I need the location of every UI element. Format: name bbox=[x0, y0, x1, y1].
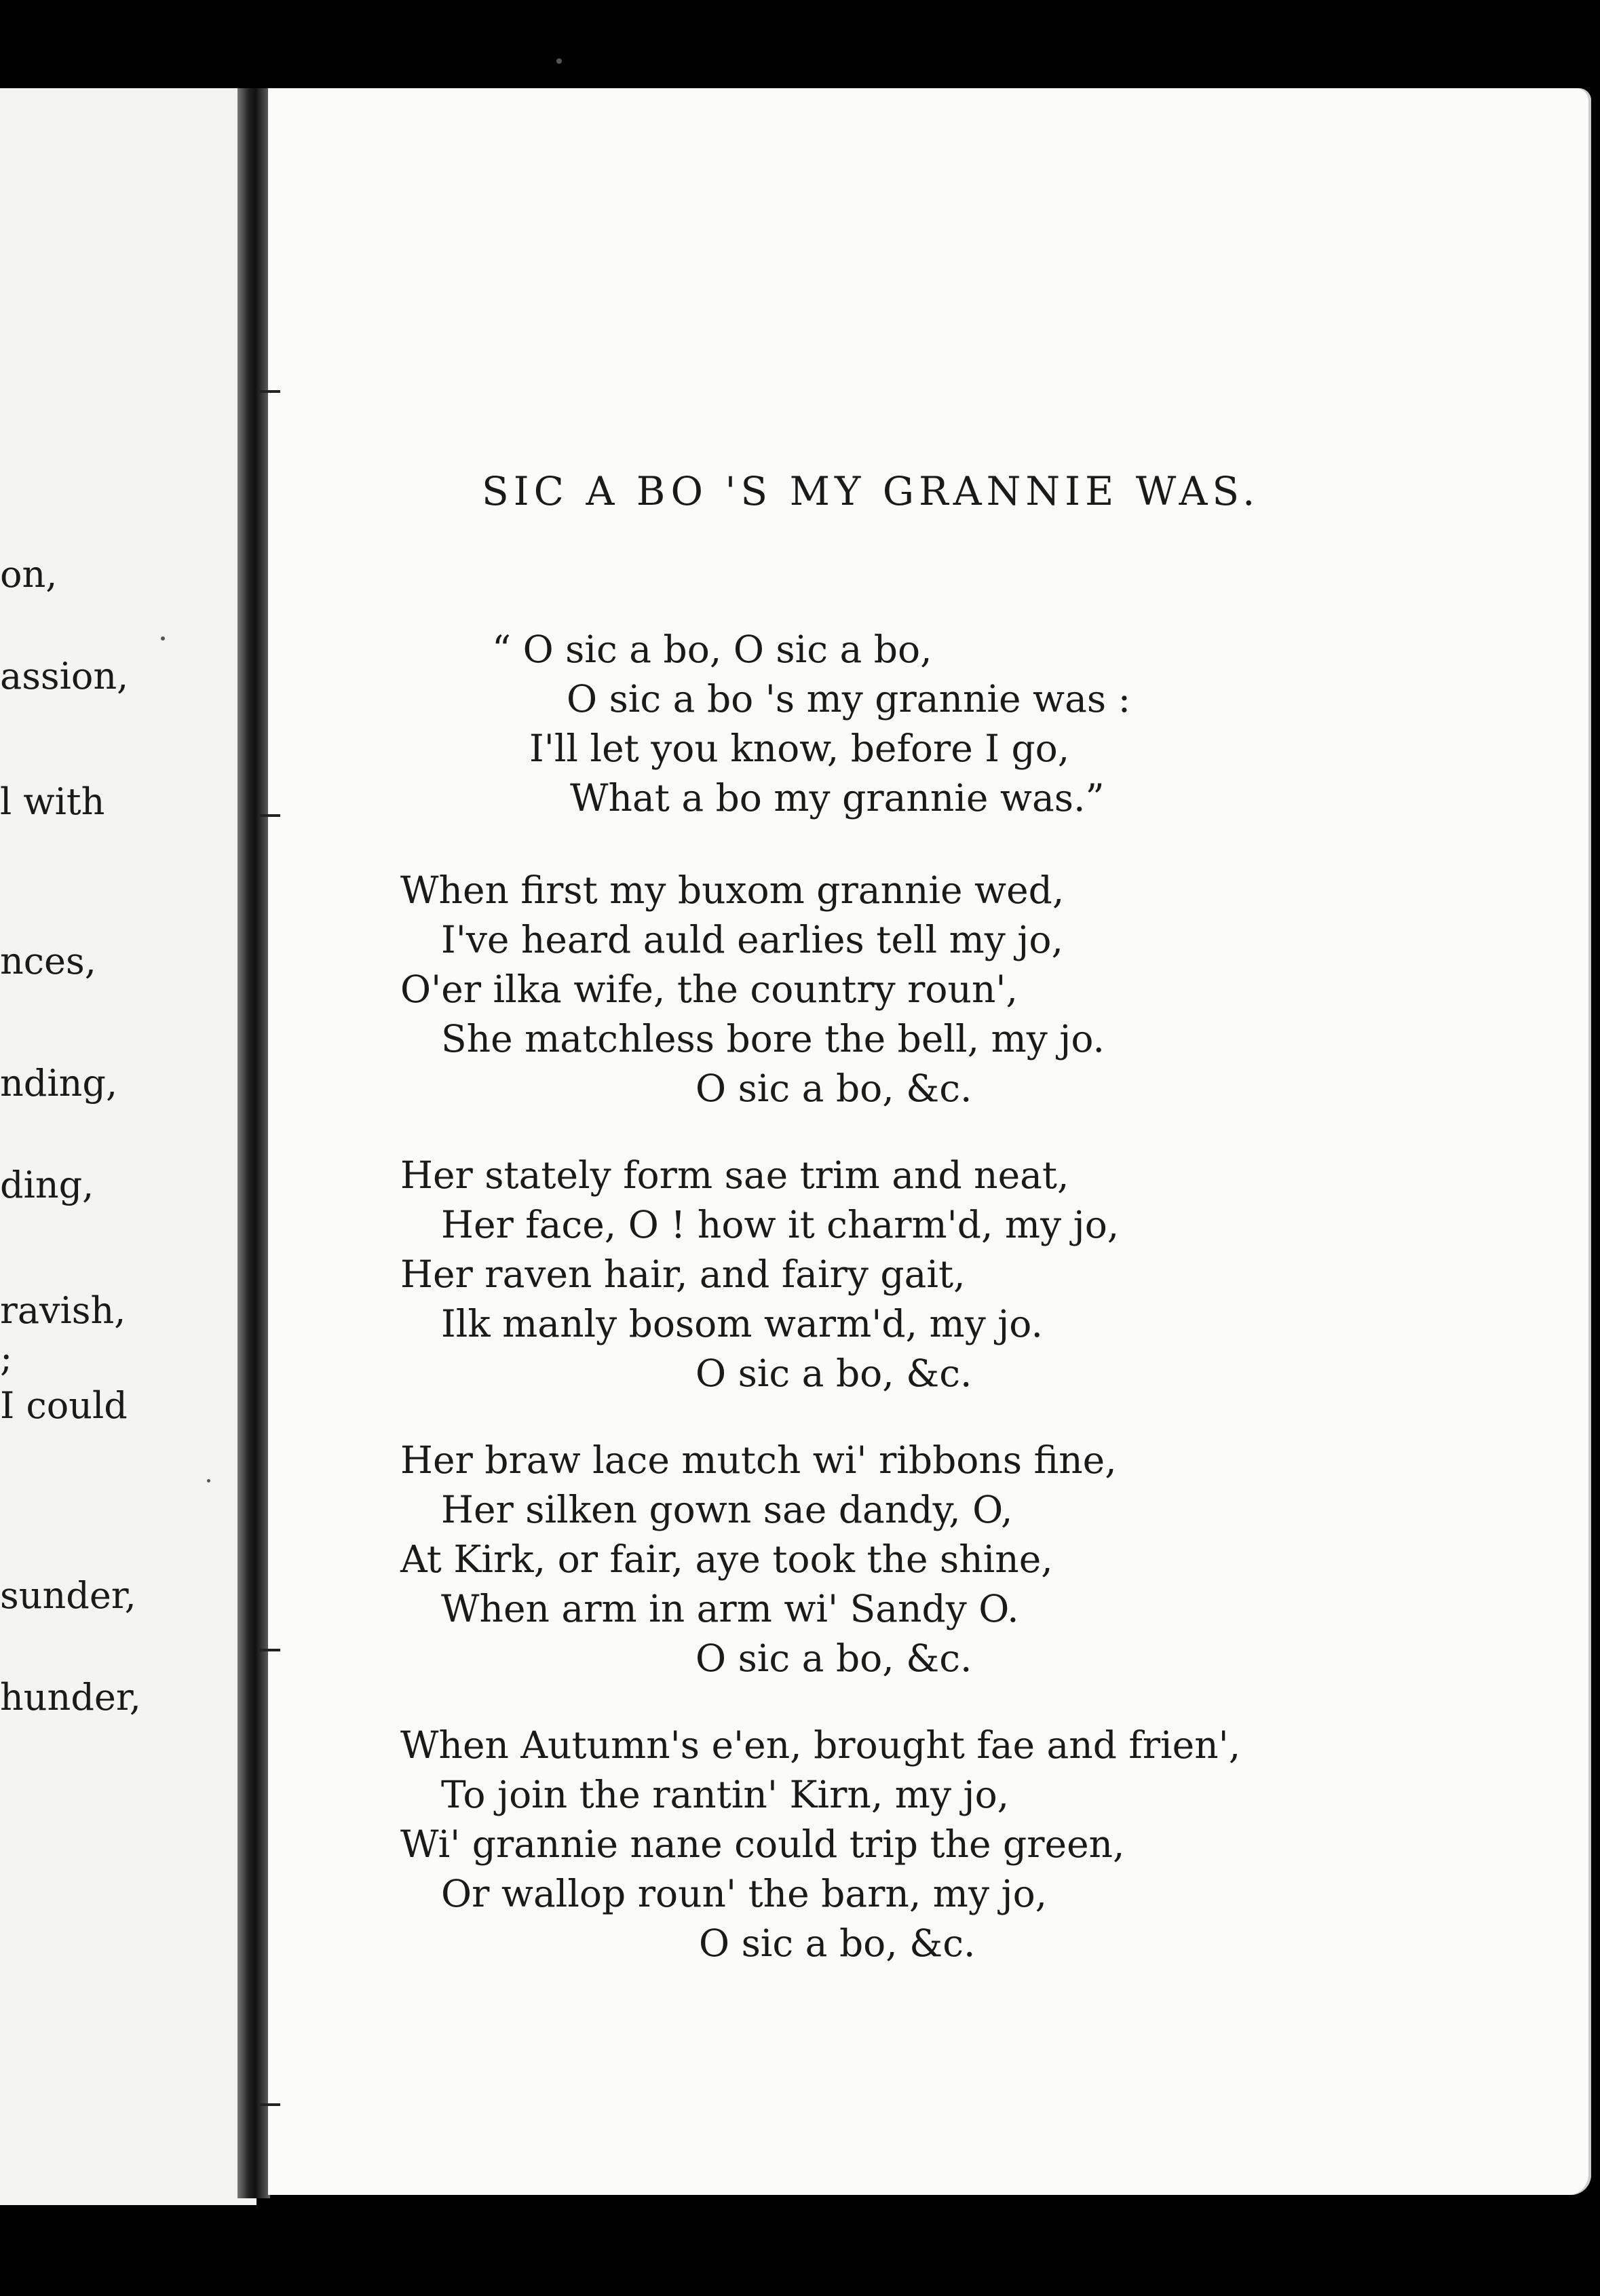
dust-speck bbox=[207, 1479, 210, 1482]
poem-refrain-line: O sic a bo, &c. bbox=[699, 1921, 976, 1965]
left-page-fragment: ; bbox=[0, 1337, 13, 1379]
poem-line: I've heard auld earlies tell my jo, bbox=[441, 918, 1063, 961]
poem-refrain-line: O sic a bo, &c. bbox=[696, 1352, 972, 1395]
page-edge-mark bbox=[260, 814, 280, 817]
poem-line: Her raven hair, and fairy gait, bbox=[400, 1252, 966, 1296]
poem-line: Her braw lace mutch wi' ribbons fine, bbox=[400, 1438, 1117, 1482]
poem-title: SIC A BO 'S MY GRANNIE WAS. bbox=[482, 468, 1260, 514]
poem-line: At Kirk, or fair, aye took the shine, bbox=[400, 1537, 1053, 1581]
left-page-fragment: I could bbox=[0, 1384, 128, 1427]
poem-line: She matchless bore the bell, my jo. bbox=[441, 1017, 1105, 1060]
poem-line: When first my buxom grannie wed, bbox=[400, 868, 1065, 912]
left-page-fragment: ravish, bbox=[0, 1289, 126, 1332]
poem-line: “ O sic a bo, O sic a bo, bbox=[492, 628, 932, 671]
poem-line: O'er ilka wife, the country roun', bbox=[400, 968, 1018, 1011]
poem-line: Or wallop roun' the barn, my jo, bbox=[441, 1872, 1048, 1915]
book-gutter bbox=[237, 88, 270, 2198]
dust-speck bbox=[556, 58, 562, 64]
left-page-fragment: nces, bbox=[0, 940, 96, 982]
poem-line: When Autumn's e'en, brought fae and frien', bbox=[400, 1723, 1241, 1767]
poem-line: Her stately form sae trim and neat, bbox=[400, 1153, 1069, 1197]
left-page-fragment: l with bbox=[0, 780, 105, 823]
poem-refrain-line: O sic a bo, &c. bbox=[696, 1637, 972, 1680]
poem-line: Ilk manly bosom warm'd, my jo. bbox=[441, 1302, 1043, 1345]
left-page-fragment: on, bbox=[0, 553, 58, 596]
poem-refrain-line: O sic a bo, &c. bbox=[696, 1067, 972, 1110]
page-edge-mark bbox=[260, 390, 280, 393]
left-page-fragment: ding, bbox=[0, 1164, 94, 1206]
page-edge-mark bbox=[260, 2103, 280, 2106]
poem-line: To join the rantin' Kirn, my jo, bbox=[441, 1773, 1010, 1816]
poem-line: O sic a bo 's my grannie was : bbox=[567, 677, 1131, 721]
poem-line: Her face, O ! how it charm'd, my jo, bbox=[441, 1203, 1120, 1246]
poem-line: Wi' grannie nane could trip the green, bbox=[400, 1822, 1125, 1866]
left-page-fragment: nding, bbox=[0, 1062, 118, 1105]
poem-line: I'll let you know, before I go, bbox=[529, 727, 1070, 770]
poem-line: What a bo my grannie was.” bbox=[570, 776, 1105, 820]
left-page bbox=[0, 88, 256, 2205]
poem-line: Her silken gown sae dandy, O, bbox=[441, 1488, 1013, 1531]
left-page-fragment: sunder, bbox=[0, 1574, 136, 1617]
poem-line: When arm in arm wi' Sandy O. bbox=[441, 1587, 1019, 1630]
left-page-fragment: assion, bbox=[0, 655, 129, 697]
dust-speck bbox=[161, 636, 165, 640]
page-edge-mark bbox=[260, 1649, 280, 1651]
left-page-fragment: hunder, bbox=[0, 1676, 141, 1719]
right-page bbox=[268, 88, 1591, 2195]
